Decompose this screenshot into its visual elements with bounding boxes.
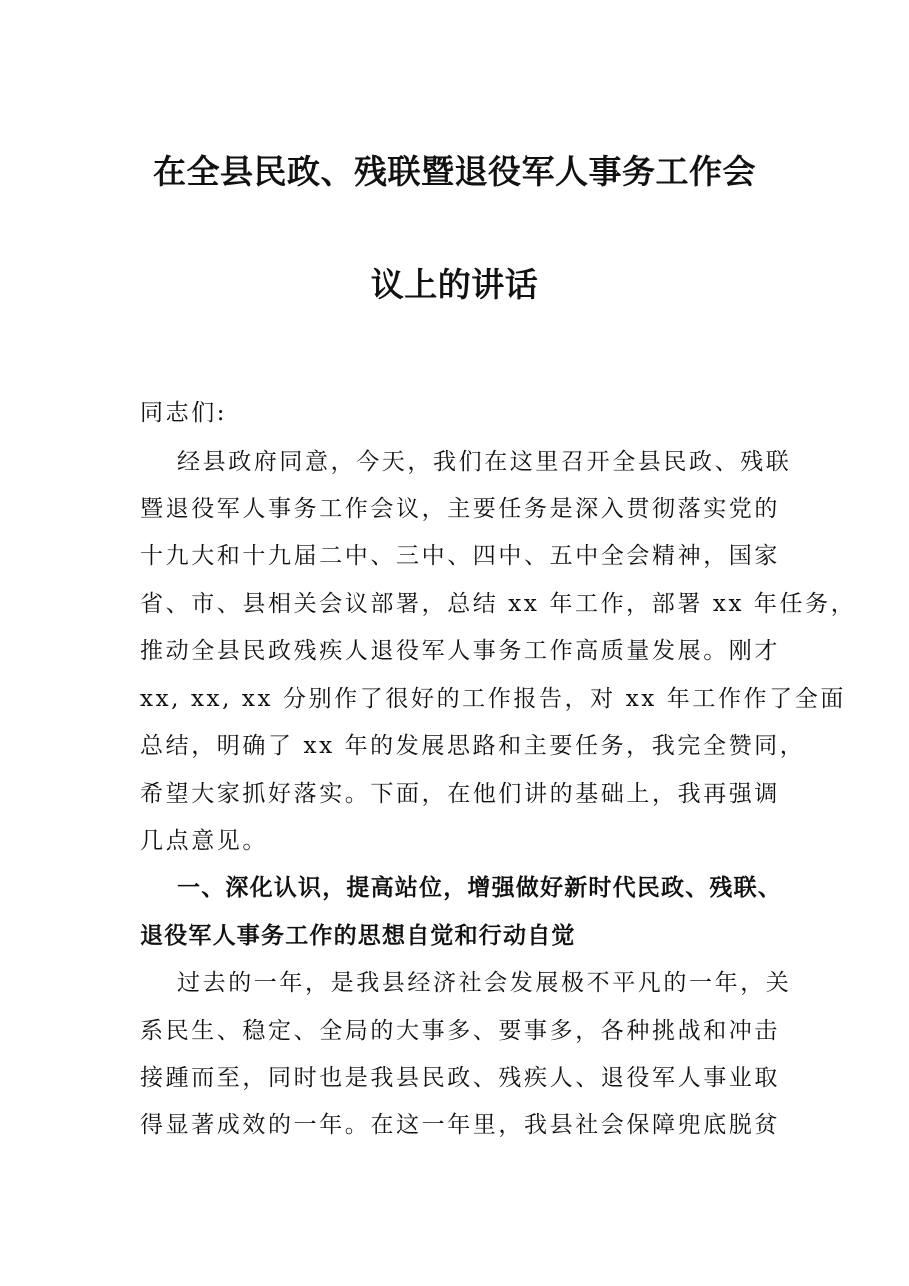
paragraph-1-line: 暨退役军人事务工作会议，主要任务是深入贯彻落实党的 (140, 496, 780, 522)
paragraph-1-line: 经县政府同意，今天，我们在这里召开全县民政、残联 (177, 449, 792, 475)
section-heading-line: 一、深化认识，提高站位，增强做好新时代民政、残联、 (177, 874, 782, 901)
paragraph-1-line: 推动全县民政残疾人退役军人事务工作高质量发展。刚才 (140, 638, 780, 664)
paragraph-1-line: 总结，明确了 xx 年的发展思路和主要任务，我完全赞同， (140, 733, 806, 759)
document-title-line-2: 议上的讲话 (370, 265, 539, 304)
paragraph-2-line: 系民生、稳定、全局的大事多、要事多，各种挑战和冲击 (140, 1018, 780, 1044)
paragraph-1-line: xx, xx, xx 分别作了很好的工作报告，对 xx 年工作作了全面 (140, 686, 846, 712)
paragraph-1-line: 希望大家抓好落实。下面，在他们讲的基础上，我再强调 (140, 781, 780, 807)
paragraph-1-line: 几点意见。 (140, 828, 268, 854)
paragraph-1-line: 省、市、县相关会议部署，总结 xx 年工作，部署 xx 年任务， (140, 591, 857, 617)
paragraph-2-line: 过去的一年，是我县经济社会发展极不平凡的一年，关 (177, 970, 792, 996)
salutation: 同志们: (140, 400, 228, 426)
paragraph-2-line: 得显著成效的一年。在这一年里，我县社会保障兜底脱贫 (140, 1112, 780, 1138)
paragraph-1-line: 十九大和十九届二中、三中、四中、五中全会精神，国家 (140, 543, 780, 569)
document-title-line-1: 在全县民政、残联暨退役军人事务工作会 (153, 152, 756, 191)
paragraph-2-line: 接踵而至，同时也是我县民政、残疾人、退役军人事业取 (140, 1065, 780, 1091)
section-heading-line: 退役军人事务工作的思想自觉和行动自觉 (140, 922, 576, 949)
